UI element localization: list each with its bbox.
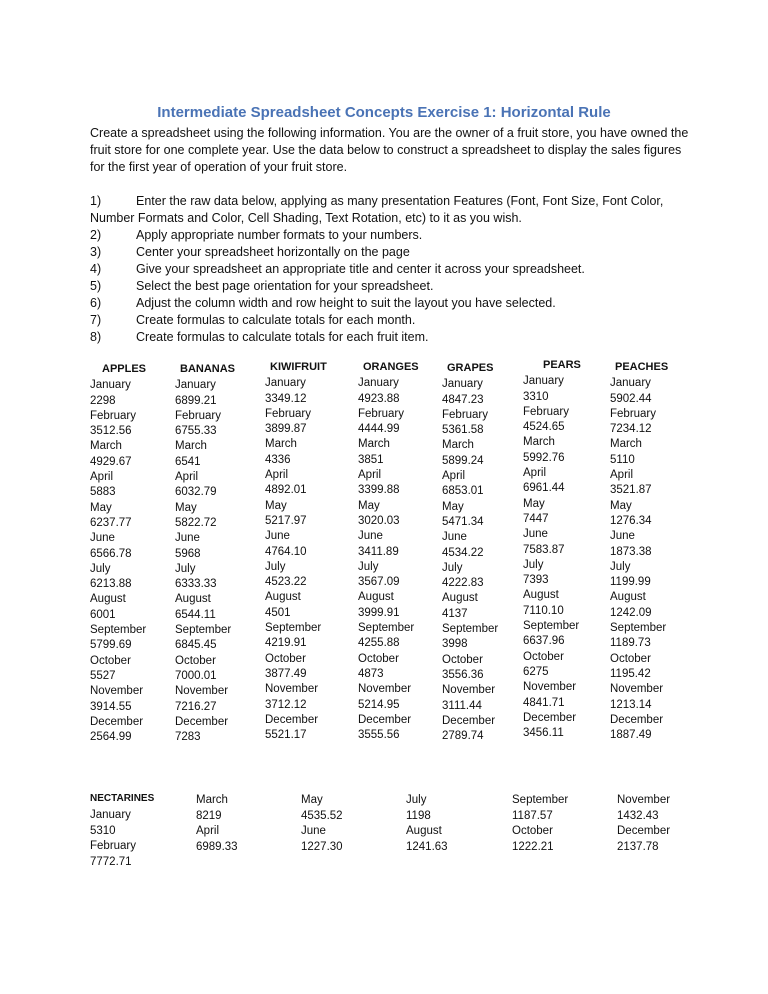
fruit-header: PEARS <box>543 359 581 371</box>
value-cell: 3020.03 <box>358 514 400 527</box>
month-cell: June <box>265 530 290 543</box>
month-cell: February <box>442 408 489 421</box>
value-cell: 6566.78 <box>90 547 132 560</box>
value-cell: 1187.57 <box>512 809 553 822</box>
month-cell: August <box>90 593 126 606</box>
nectarines-heading: NECTARINES <box>90 793 155 804</box>
value-cell: 1198 <box>406 809 431 822</box>
month-cell: May <box>442 500 464 513</box>
value-cell: 4255.88 <box>358 637 400 650</box>
month-cell: September <box>175 624 232 637</box>
month-cell: October <box>265 652 306 665</box>
month-cell: February <box>90 840 137 852</box>
value-cell: 1199.99 <box>610 576 651 589</box>
instruction-step <box>90 329 690 346</box>
month-cell: July <box>358 560 379 573</box>
month-cell: December <box>90 715 144 728</box>
value-cell: 4841.71 <box>523 696 565 709</box>
value-cell: 3899.87 <box>265 423 307 436</box>
month-cell: April <box>358 469 382 482</box>
fruit-header: KIWIFRUIT <box>270 361 327 373</box>
value-cell: 5110 <box>610 453 635 466</box>
value-cell: 5822.72 <box>175 516 217 529</box>
instruction-step <box>90 312 690 329</box>
value-cell: 6544.11 <box>175 608 216 621</box>
fruit-header: BANANAS <box>180 363 235 375</box>
value-cell: 5899.24 <box>442 454 484 467</box>
month-cell: June <box>90 532 115 545</box>
month-cell: November <box>523 681 577 694</box>
instruction-step <box>90 244 690 261</box>
value-cell: 7110.10 <box>523 604 564 617</box>
value-cell: 4534.22 <box>442 546 484 559</box>
intro-paragraph: Create a spreadsheet using the following information. You are the owner of a fruit store, you have owned the fruit store for one complete year. Use the data below to construct a spreadsheet to display the sales figures for the first year of operation of your fruit store. <box>90 126 689 174</box>
month-cell: January <box>90 379 131 392</box>
month-cell: October <box>523 650 564 663</box>
month-cell: June <box>523 528 548 541</box>
value-cell: 7000.01 <box>175 669 217 682</box>
value-cell: 3567.09 <box>358 576 400 589</box>
nectarines-column <box>90 808 136 870</box>
value-cell: 6961.44 <box>523 482 565 495</box>
month-cell: March <box>175 440 207 453</box>
month-cell: July <box>523 558 544 571</box>
month-cell: March <box>196 794 228 806</box>
value-cell: 3310 <box>523 390 549 403</box>
month-cell: January <box>175 379 216 392</box>
value-cell: 3914.55 <box>90 700 132 713</box>
fruit-column-pears <box>523 358 581 741</box>
value-cell: 3851 <box>358 453 384 466</box>
month-cell: August <box>406 825 442 837</box>
fruit-column-oranges <box>358 360 419 743</box>
instruction-step <box>90 193 690 227</box>
month-cell: May <box>358 499 380 512</box>
month-cell: September <box>358 622 415 635</box>
step-number: 5) <box>90 279 102 293</box>
month-cell: April <box>196 825 220 837</box>
month-cell: July <box>442 561 463 574</box>
value-cell: 1227.30 <box>301 840 343 853</box>
month-cell: September <box>512 794 569 806</box>
month-cell: January <box>523 375 564 388</box>
value-cell: 5883 <box>90 486 116 499</box>
month-cell: January <box>442 378 483 391</box>
value-cell: 3998 <box>442 638 468 651</box>
month-cell: March <box>265 438 297 451</box>
month-cell: February <box>610 407 657 420</box>
month-cell: November <box>617 794 671 806</box>
month-cell: December <box>265 713 319 726</box>
value-cell: 4929.67 <box>90 455 132 468</box>
value-cell: 3512.56 <box>90 425 132 438</box>
month-cell: December <box>358 713 412 726</box>
instruction-step <box>90 278 690 295</box>
value-cell: 6032.79 <box>175 486 217 499</box>
value-cell: 3521.87 <box>610 484 652 497</box>
value-cell: 6853.01 <box>442 485 484 498</box>
month-cell: October <box>512 825 553 837</box>
value-cell: 6275 <box>523 665 549 678</box>
value-cell: 4923.88 <box>358 392 400 405</box>
value-cell: 3456.11 <box>523 727 564 740</box>
value-cell: 5992.76 <box>523 451 565 464</box>
month-cell: March <box>610 438 642 451</box>
month-cell: May <box>610 499 632 512</box>
month-cell: August <box>610 591 646 604</box>
value-cell: 3399.88 <box>358 484 400 497</box>
value-cell: 1873.38 <box>610 545 652 558</box>
value-cell: 1887.49 <box>610 729 652 742</box>
month-cell: December <box>175 715 229 728</box>
month-cell: April <box>610 469 634 482</box>
month-cell: November <box>610 683 664 696</box>
nectarines-column <box>512 793 568 855</box>
value-cell: 7447 <box>523 512 549 525</box>
value-cell: 4523.22 <box>265 576 307 589</box>
month-cell: May <box>265 499 287 512</box>
month-cell: October <box>610 652 651 665</box>
value-cell: 7772.71 <box>90 855 132 868</box>
step-text: Apply appropriate number formats to your numbers. <box>136 228 423 242</box>
value-cell: 3411.89 <box>358 545 399 558</box>
nectarines-column <box>196 793 238 855</box>
value-cell: 1222.21 <box>512 840 554 853</box>
value-cell: 3349.12 <box>265 392 307 405</box>
value-cell: 4336 <box>265 453 291 466</box>
value-cell: 6213.88 <box>90 578 132 591</box>
step-number: 2) <box>90 228 102 242</box>
month-cell: September <box>442 623 499 636</box>
value-cell: 1241.63 <box>406 840 448 853</box>
value-cell: 7583.87 <box>523 543 565 556</box>
month-cell: February <box>358 407 405 420</box>
value-cell: 5361.58 <box>442 424 484 437</box>
instruction-step <box>90 227 690 244</box>
value-cell: 4444.99 <box>358 423 400 436</box>
value-cell: 1242.09 <box>610 606 652 619</box>
value-cell: 6333.33 <box>175 578 217 591</box>
month-cell: May <box>90 501 112 514</box>
month-cell: July <box>610 560 631 573</box>
month-cell: February <box>265 407 312 420</box>
month-cell: October <box>442 653 483 666</box>
month-cell: July <box>175 562 196 575</box>
value-cell: 4535.52 <box>301 809 343 822</box>
value-cell: 2564.99 <box>90 731 132 744</box>
step-text: Select the best page orientation for your spreadsheet. <box>136 279 434 293</box>
page-title: Intermediate Spreadsheet Concepts Exercise 1: Horizontal Rule <box>157 104 611 121</box>
month-cell: August <box>442 592 478 605</box>
month-cell: November <box>358 683 412 696</box>
value-cell: 4137 <box>442 607 468 620</box>
month-cell: November <box>90 685 144 698</box>
step-number: 3) <box>90 245 102 259</box>
value-cell: 4892.01 <box>265 484 307 497</box>
fruit-header: ORANGES <box>363 361 419 373</box>
value-cell: 2789.74 <box>442 730 484 743</box>
value-cell: 2298 <box>90 394 116 407</box>
instruction-step <box>90 261 690 278</box>
value-cell: 3555.56 <box>358 729 400 742</box>
month-cell: November <box>265 683 319 696</box>
month-cell: March <box>442 439 474 452</box>
month-cell: April <box>523 467 547 480</box>
value-cell: 4873 <box>358 667 384 680</box>
value-cell: 6989.33 <box>196 840 238 853</box>
month-cell: January <box>90 809 131 821</box>
value-cell: 2137.78 <box>617 840 659 853</box>
value-cell: 6237.77 <box>90 516 132 529</box>
month-cell: December <box>617 825 671 837</box>
month-cell: February <box>90 409 137 422</box>
month-cell: July <box>265 560 286 573</box>
value-cell: 4219.91 <box>265 637 307 650</box>
fruit-column-peaches <box>610 360 668 743</box>
month-cell: June <box>301 825 326 837</box>
fruit-column-apples <box>90 362 146 745</box>
month-cell: October <box>175 654 216 667</box>
value-cell: 6755.33 <box>175 425 217 438</box>
nectarines-column <box>617 793 670 855</box>
month-cell: September <box>90 624 147 637</box>
month-cell: July <box>406 794 427 806</box>
month-cell: December <box>442 714 496 727</box>
month-cell: June <box>175 532 200 545</box>
month-cell: March <box>90 440 122 453</box>
value-cell: 5902.44 <box>610 392 652 405</box>
value-cell: 5521.17 <box>265 729 307 742</box>
value-cell: 3556.36 <box>442 668 484 681</box>
month-cell: October <box>358 652 399 665</box>
value-cell: 4222.83 <box>442 577 484 590</box>
month-cell: March <box>358 438 390 451</box>
step-number: 1) <box>90 194 102 208</box>
month-cell: January <box>610 377 651 390</box>
month-cell: June <box>442 531 467 544</box>
month-cell: September <box>610 622 667 635</box>
month-cell: April <box>265 469 289 482</box>
value-cell: 3877.49 <box>265 667 307 680</box>
fruit-column-kiwifruit <box>265 360 327 743</box>
month-cell: May <box>523 497 545 510</box>
step-number: 4) <box>90 262 102 276</box>
month-cell: November <box>442 684 496 697</box>
value-cell: 4524.65 <box>523 421 565 434</box>
value-cell: 3712.12 <box>265 698 307 711</box>
value-cell: 5968 <box>175 547 201 560</box>
month-cell: April <box>175 471 199 484</box>
step-text: Adjust the column width and row height to suit the layout you have selected. <box>136 296 556 310</box>
value-cell: 5217.97 <box>265 514 307 527</box>
month-cell: April <box>90 471 114 484</box>
month-cell: December <box>523 711 577 724</box>
month-cell: November <box>175 685 229 698</box>
value-cell: 4847.23 <box>442 393 484 406</box>
value-cell: 7216.27 <box>175 700 217 713</box>
nectarines-column <box>301 793 343 855</box>
fruit-column-grapes <box>442 361 498 744</box>
month-cell: August <box>523 589 559 602</box>
step-text: Give your spreadsheet an appropriate title and center it across your spreadsheet. <box>136 262 585 276</box>
value-cell: 4764.10 <box>265 545 307 558</box>
value-cell: 3111.44 <box>442 699 482 712</box>
value-cell: 1432.43 <box>617 809 659 822</box>
step-text: Center your spreadsheet horizontally on the page <box>136 245 410 259</box>
value-cell: 5214.95 <box>358 698 400 711</box>
value-cell: 6845.45 <box>175 639 217 652</box>
value-cell: 6001 <box>90 608 116 621</box>
value-cell: 8219 <box>196 809 222 822</box>
step-number: 8) <box>90 330 102 344</box>
instruction-list <box>90 193 690 346</box>
value-cell: 1189.73 <box>610 637 651 650</box>
value-cell: 6541 <box>175 455 201 468</box>
month-cell: March <box>523 436 555 449</box>
step-number: 6) <box>90 296 102 310</box>
month-cell: August <box>358 591 394 604</box>
value-cell: 1195.42 <box>610 667 651 680</box>
month-cell: September <box>265 622 322 635</box>
month-cell: May <box>175 501 197 514</box>
month-cell: May <box>301 794 323 806</box>
month-cell: February <box>523 405 570 418</box>
month-cell: September <box>523 620 580 633</box>
instruction-step <box>90 295 690 312</box>
value-cell: 3999.91 <box>358 606 400 619</box>
value-cell: 5799.69 <box>90 639 132 652</box>
step-text: Enter the raw data below, applying as many presentation Features (Font, Font Size, Font Color, Number Formats and Color, Cell Shading, Text Rotation, etc) to it as you wish. <box>90 194 664 225</box>
fruit-header: APPLES <box>102 363 147 375</box>
fruit-header: GRAPES <box>447 362 494 374</box>
step-number: 7) <box>90 313 102 327</box>
value-cell: 1276.34 <box>610 514 652 527</box>
month-cell: April <box>442 470 466 483</box>
value-cell: 1213.14 <box>610 698 652 711</box>
month-cell: October <box>90 654 131 667</box>
value-cell: 7234.12 <box>610 423 652 436</box>
nectarines-column <box>406 793 448 855</box>
month-cell: January <box>265 377 306 390</box>
value-cell: 6637.96 <box>523 635 565 648</box>
month-cell: December <box>610 713 664 726</box>
month-cell: January <box>358 377 399 390</box>
value-cell: 5471.34 <box>442 515 484 528</box>
value-cell: 7283 <box>175 731 201 744</box>
value-cell: 5527 <box>90 669 116 682</box>
month-cell: July <box>90 562 111 575</box>
step-text: Create formulas to calculate totals for each month. <box>136 313 416 327</box>
fruit-header: PEACHES <box>615 361 669 373</box>
value-cell: 7393 <box>523 574 549 587</box>
month-cell: June <box>358 530 383 543</box>
value-cell: 5310 <box>90 824 116 837</box>
month-cell: August <box>265 591 301 604</box>
fruit-column-bananas <box>175 362 235 745</box>
month-cell: August <box>175 593 211 606</box>
step-text: Create formulas to calculate totals for each fruit item. <box>136 330 429 344</box>
value-cell: 6899.21 <box>175 394 217 407</box>
month-cell: June <box>610 530 635 543</box>
month-cell: February <box>175 409 222 422</box>
value-cell: 4501 <box>265 606 291 619</box>
